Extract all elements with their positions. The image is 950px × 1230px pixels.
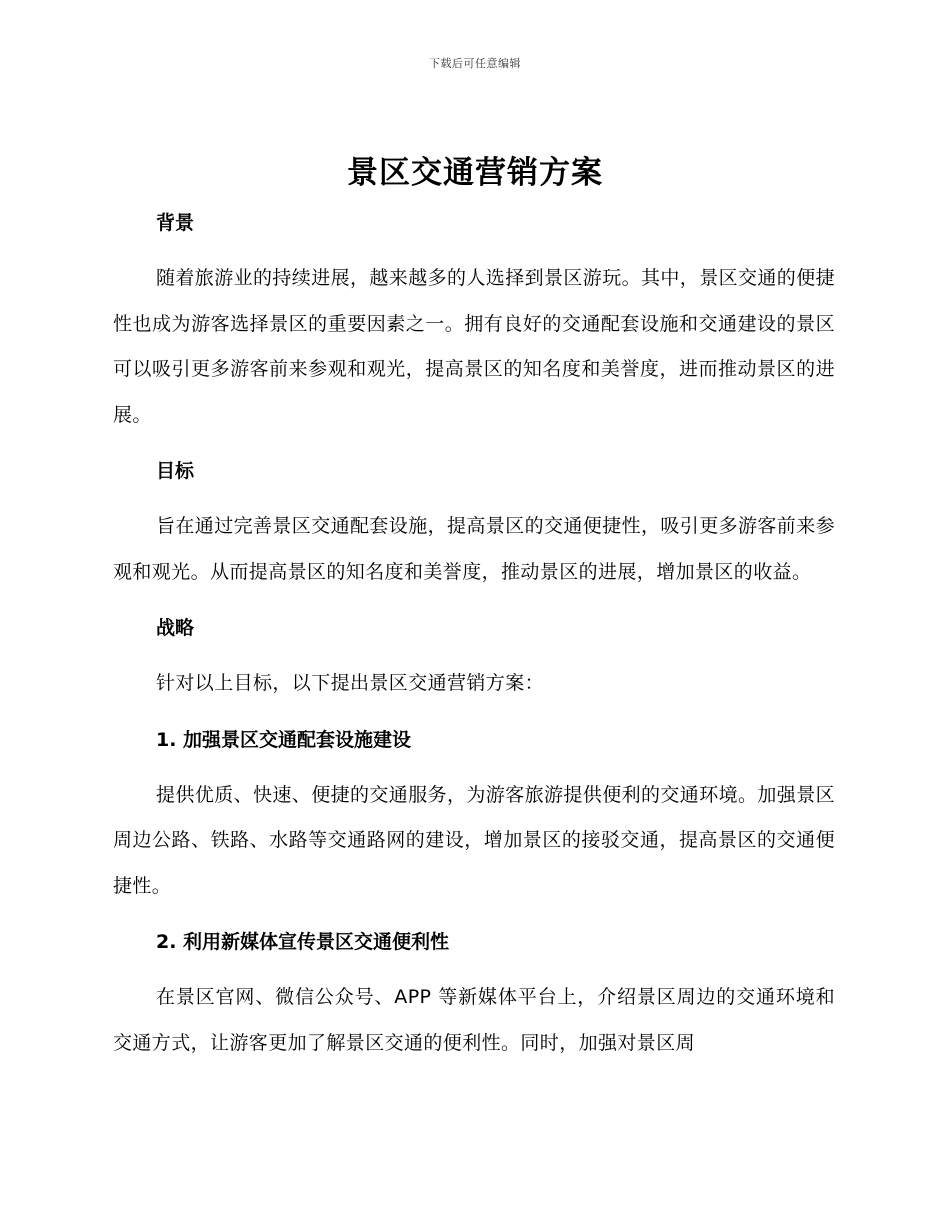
section-heading-strategy: 战略: [156, 617, 195, 639]
document-title: 景区交通营销方案: [347, 155, 603, 191]
paragraph-item-2: 在景区官网、微信公众号、APP 等新媒体平台上，介绍景区周边的交通环境和交通方式，让游客更加了解景区交通的便利性。同时，加强对景区周: [113, 986, 835, 1054]
paragraph-goal: 旨在通过完善景区交通配套设施，提高景区的交通便捷性，吸引更多游客前来参观和观光。从而提高景区的知名度和美誉度，推动景区的进展，增加景区的收益。: [113, 515, 836, 583]
paragraph-background: 随着旅游业的持续进展，越来越多的人选择到景区游玩。其中，景区交通的便捷性也成为游客选择景区的重要因素之一。拥有良好的交通配套设施和交通建设的景区可以吸引更多游客前来参观和观光，提高景区的知名度和美誉度，进而推动景区的进展。: [113, 267, 836, 426]
paragraph-item-1: 提供优质、快速、便捷的交通服务，为游客旅游提供便利的交通环境。加强景区周边公路、铁路、水路等交通路网的建设，增加景区的接驳交通，提高景区的交通便捷性。: [113, 783, 836, 897]
header-note: 下载后可任意编辑: [429, 57, 521, 70]
paragraph-strategy: 针对以上目标，以下提出景区交通营销方案：: [156, 672, 545, 694]
section-heading-item-2: 2. 利用新媒体宣传景区交通便利性: [156, 931, 450, 953]
section-heading-background: 背景: [156, 212, 195, 234]
section-heading-goal: 目标: [156, 460, 195, 482]
document-body: [113, 200, 835, 1066]
section-heading-item-1: 1. 加强景区交通配套设施建设: [156, 728, 412, 751]
